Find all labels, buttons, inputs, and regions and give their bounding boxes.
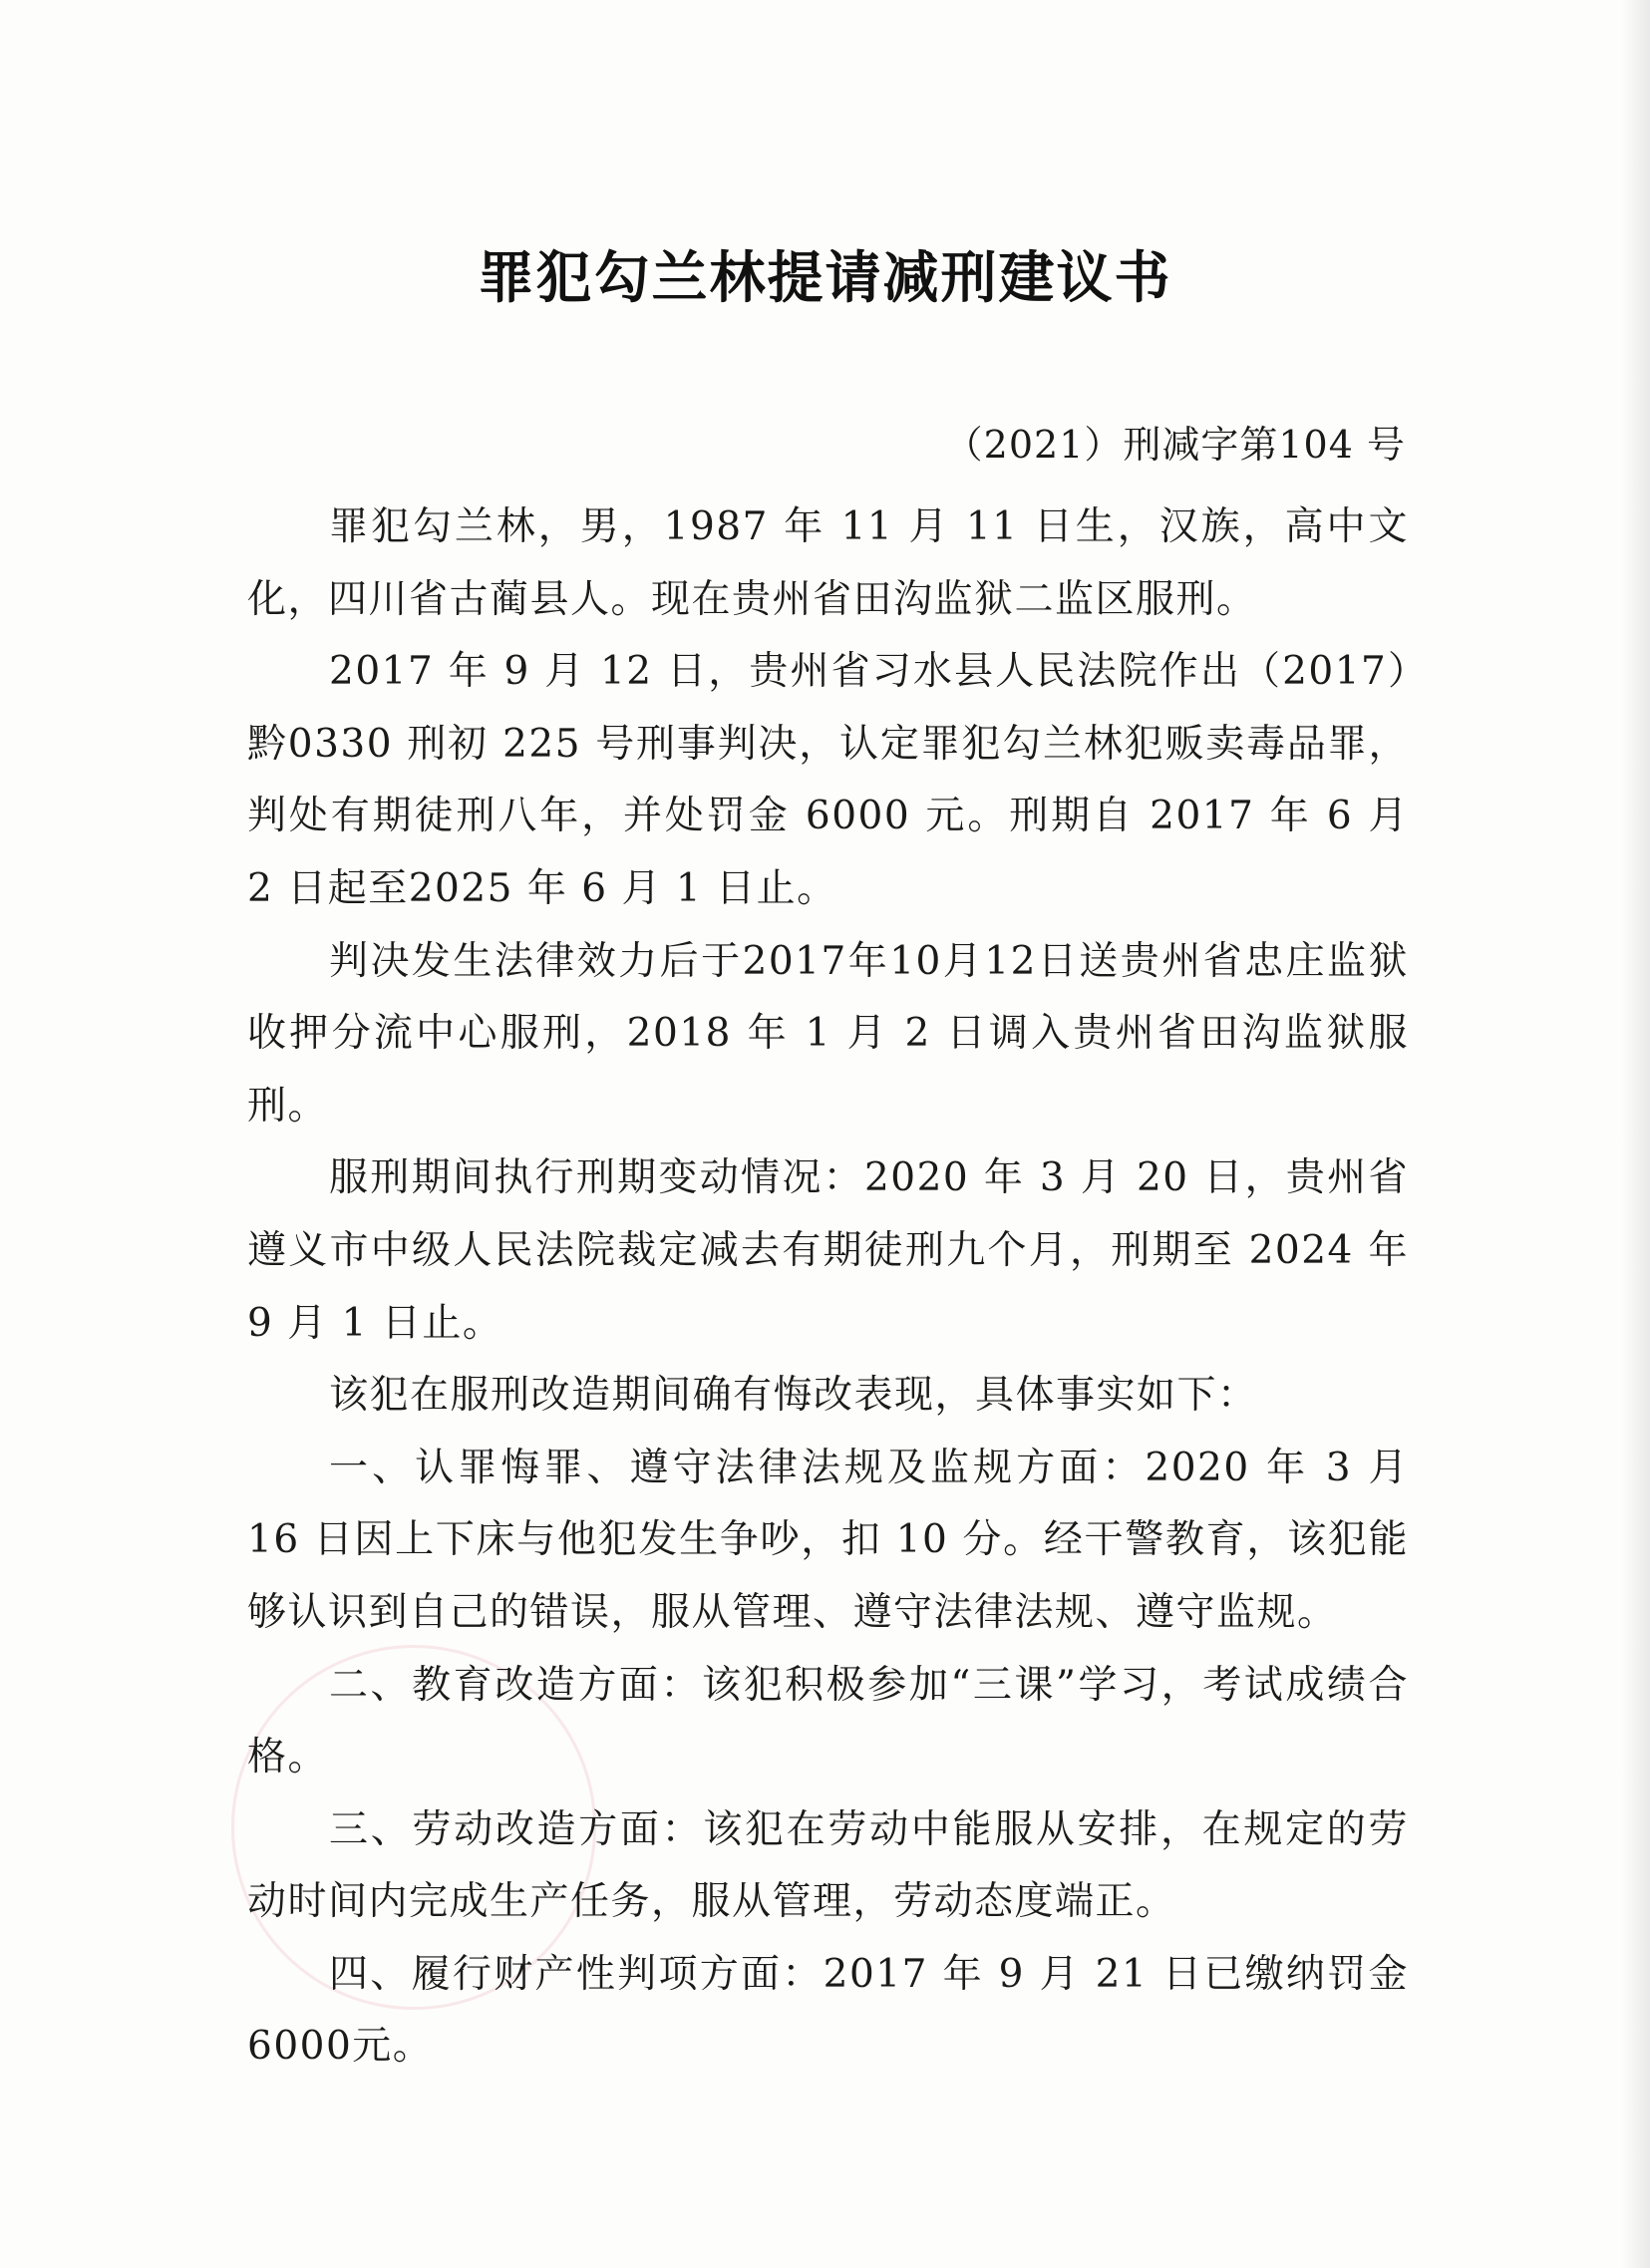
paragraph-repentance-intro: 该犯在服刑改造期间确有悔改表现，具体事实如下：	[329, 1373, 1258, 1419]
paragraph-education: 二、教育改造方面：该犯积极参加“三课”学习，考试成绩合格。	[247, 1662, 1409, 1781]
document-title: 罪犯勾兰林提请减刑建议书	[478, 246, 1172, 311]
document-number: （2021）刑减字第104 号	[944, 423, 1406, 467]
paragraph-custody: 判决发生法律效力后于2017年10月12日送贵州省忠庄监狱收押分流中心服刑，2018 年 1 月 2 日调入贵州省田沟监狱服刑。	[247, 938, 1409, 1129]
page-edge-shadow	[1622, 0, 1650, 2268]
paragraph-law-compliance: 一、认罪悔罪、遵守法律法规及监规方面：2020 年 3 月 16 日因上下床与他犯发生争吵，扣 10 分。经干警教育，该犯能够认识到自己的错误，服从管理、遵守法律法规、遵守监规。	[247, 1445, 1409, 1635]
paragraph-labor: 三、劳动改造方面：该犯在劳动中能服从安排，在规定的劳动时间内完成生产任务，服从管理，劳动态度端正。	[247, 1806, 1409, 1925]
paragraph-personal-info: 罪犯勾兰林，男，1987 年 11 月 11 日生，汉族，高中文化，四川省古蔺县人。现在贵州省田沟监狱二监区服刑。	[247, 504, 1409, 622]
document-body	[247, 491, 1409, 2084]
paragraph-judgment: 2017 年 9 月 12 日，贵州省习水县人民法院作出（2017）黔0330 刑初 225 号刑事判决，认定罪犯勾兰林犯贩卖毒品罪，判处有期徒刑八年，并处罚金 6000 元。刑期自 2017 年 6 月 2 日起至2025 年 6 月 1 日止。	[247, 649, 1409, 911]
paragraph-property-judgment: 四、履行财产性判项方面：2017 年 9 月 21 日已缴纳罚金 6000元。	[247, 1951, 1409, 2070]
paragraph-sentence-change: 服刑期间执行刑期变动情况：2020 年 3 月 20 日，贵州省遵义市中级人民法院裁定减去有期徒刑九个月，刑期至 2024 年 9 月 1 日止。	[247, 1155, 1409, 1346]
